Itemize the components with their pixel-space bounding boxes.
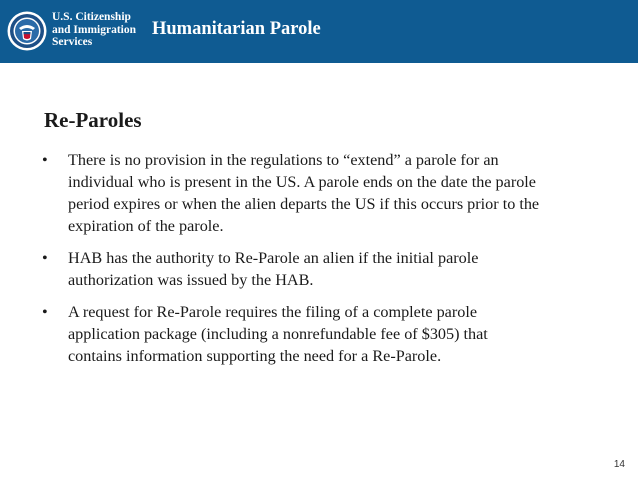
agency-name-line: Services — [52, 36, 93, 48]
agency-name-line: and Immigration — [52, 23, 137, 36]
bullet-symbol: • — [42, 151, 48, 169]
page-number: 14 — [613, 459, 625, 470]
bullet-line: individual who is present in the US. A parole ends on the date the parole — [68, 173, 536, 191]
dhs-seal-icon — [7, 11, 47, 51]
bullet-list — [42, 149, 602, 377]
bullet-line: There is no provision in the regulations to “extend” a parole for an — [68, 151, 499, 169]
bullet-line: A request for Re-Parole requires the filing of a complete parole — [68, 303, 478, 321]
bullet-line: authorization was issued by the HAB. — [68, 271, 314, 289]
header-title: Humanitarian Parole — [152, 19, 321, 39]
agency-name-line: U.S. Citizenship — [52, 11, 131, 23]
bullet-line: application package (including a nonrefundable fee of $305) that — [68, 325, 488, 343]
header-bar — [0, 0, 638, 63]
bullet-item — [42, 149, 602, 237]
agency-name — [52, 11, 136, 49]
bullet-line: expiration of the parole. — [68, 217, 224, 235]
bullet-line: contains information supporting the need for a Re-Parole. — [68, 347, 442, 365]
section-title: Re-Paroles — [44, 108, 142, 132]
bullet-item — [42, 247, 602, 291]
bullet-symbol: • — [42, 249, 48, 267]
bullet-symbol: • — [42, 303, 48, 321]
bullet-item — [42, 301, 602, 367]
bullet-line: HAB has the authority to Re-Parole an alien if the initial parole — [68, 249, 479, 267]
bullet-line: period expires or when the alien departs the US if this occurs prior to the — [68, 195, 540, 213]
